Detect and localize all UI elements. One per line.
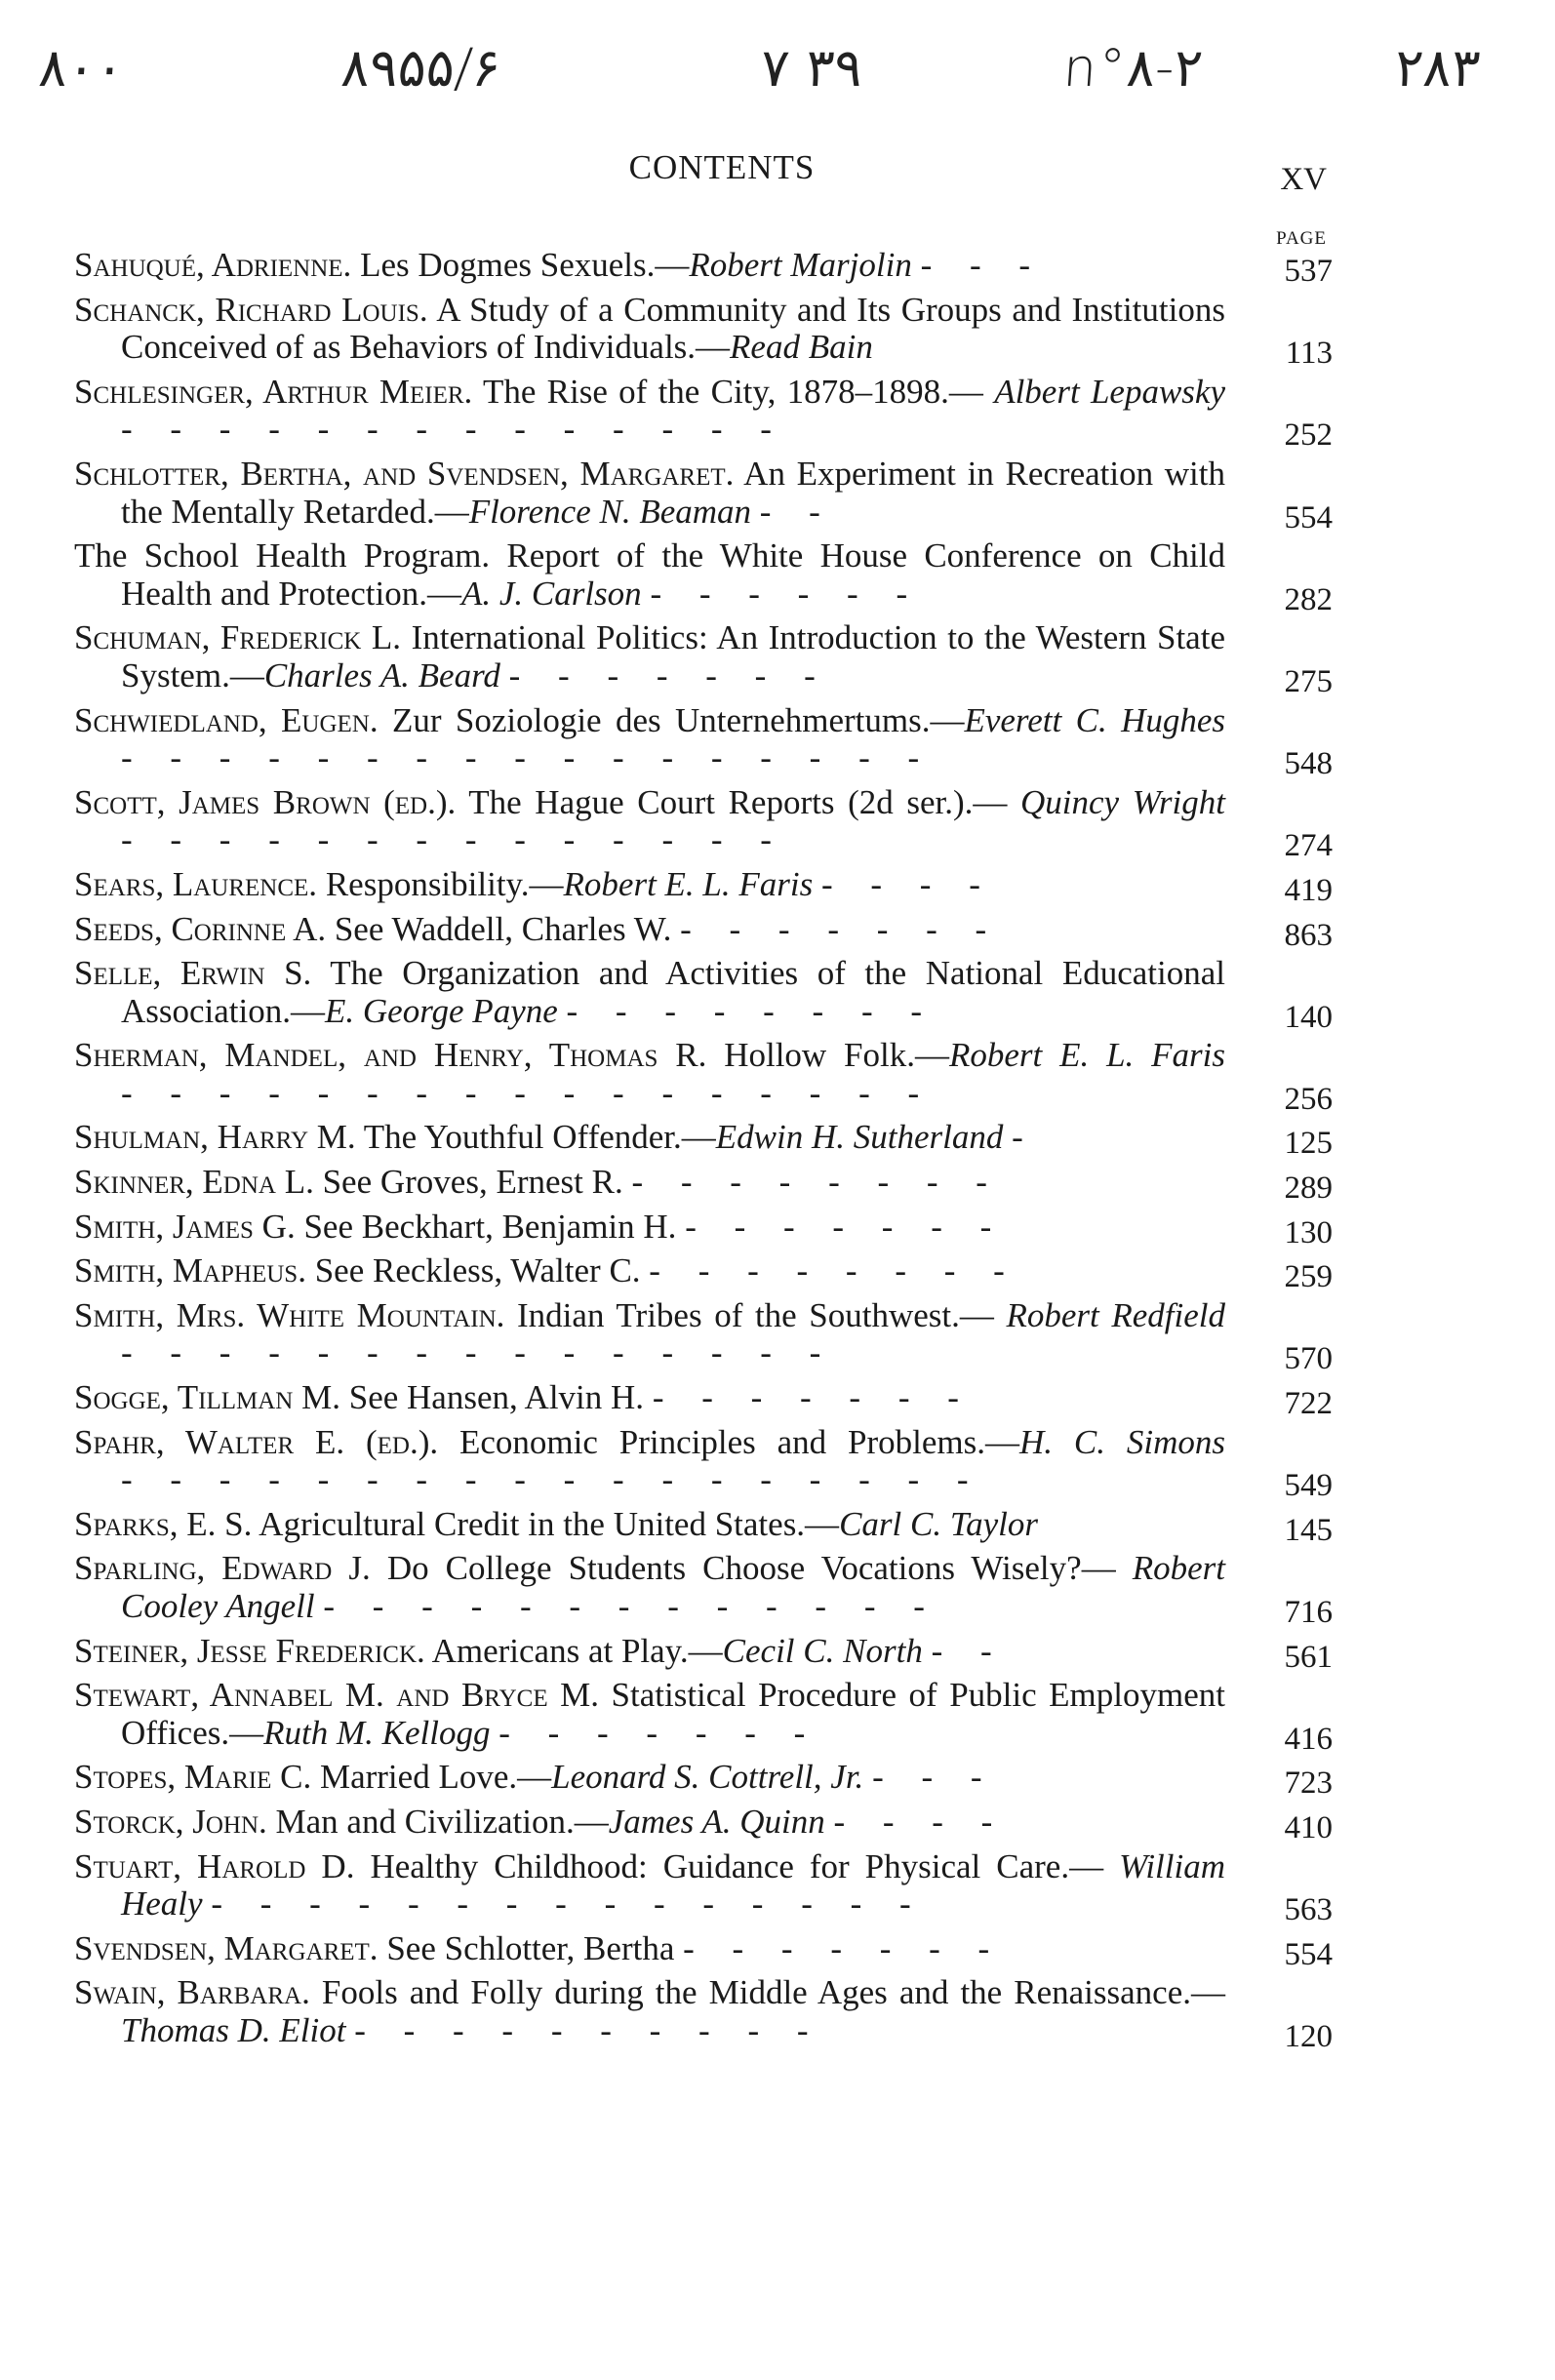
entry-text [74,537,1225,613]
entry-reviewer: Leonard S. Cottrell, Jr. [551,1758,864,1797]
entry-text [74,1037,1225,1112]
entry-author: Steiner, Jesse Frederick. [74,1631,425,1670]
entry-text [74,1974,1225,2049]
entry-title: See Reckless, Walter C. [305,1251,641,1290]
entry-reviewer: Cecil C. North [722,1631,923,1670]
entry-reviewer: Robert E. L. Faris [563,864,814,903]
contents-entry [74,1973,1333,2054]
entry-author: Selle, Erwin S. [74,954,312,993]
entry-page-number: 561 [1284,1639,1333,1675]
entry-page-number: 554 [1284,1936,1333,1972]
entry-reviewer: Albert Lepawsky [994,372,1225,411]
contents-entry [74,1549,1333,1630]
entry-reviewer: E. George Payne [325,991,558,1030]
entry-text [74,784,1225,859]
entry-page-number: 289 [1284,1170,1333,1207]
entry-leaders: - - - - - - - - - - - - - - - - - - [121,1460,983,1499]
entry-text [74,1759,1225,1797]
entry-leaders: - - - - [833,1802,1008,1841]
entry-leaders: - - - - - - - - - - - - - [323,1587,939,1625]
entry-leaders: - - - - - - - - - - - - - - [121,410,786,449]
entry-text [74,955,1225,1030]
entry-page-number: 722 [1284,1386,1333,1422]
entry-author: Sahuqué, Adrienne. [74,246,352,284]
entry-leaders: - - - [920,246,1046,284]
entry-title: Statistical Procedure of Public Employment Offices.— [121,1676,1225,1752]
entry-author: Storck, John. [74,1802,267,1841]
contents-entry [74,536,1333,617]
entry-title: Americans at Play.— [424,1631,723,1670]
entry-author: Skinner, Edna L. [74,1163,314,1202]
entry-page-number: 113 [1285,336,1333,372]
entry-text [74,1506,1225,1544]
entry-reviewer: Robert E. L. Faris [949,1036,1225,1075]
entry-title: Man and Civilization.— [266,1802,609,1841]
entry-leaders: - - - - - - - - - - - - - - - - - [121,1073,935,1112]
entry-reviewer: Charles A. Beard [263,655,500,694]
entry-page-number: 537 [1284,254,1333,289]
handnote-part: ۸۰۰ [36,37,127,99]
handnote-part: n°۸-۲ [1060,37,1205,99]
entry-page-number: 863 [1284,917,1333,953]
entry-text [74,1550,1225,1625]
entry-text [74,619,1225,694]
entry-author: Smith, James G. [74,1207,296,1246]
entry-page-number: 120 [1284,2018,1333,2054]
entry-reviewer: A. J. Carlson [460,574,642,613]
entry-text [74,911,1225,949]
entry-reviewer: Edwin H. Sutherland [715,1118,1004,1157]
entry-title: Do College Students Choose Vocations Wisely?— [370,1549,1133,1588]
contents-entry [74,618,1333,699]
entry-title: Economic Principles and Problems.— [438,1422,1020,1461]
entry-title: The Youthful Offender.— [355,1118,716,1157]
contents-entry [74,290,1333,372]
entry-title: See Beckhart, Benjamin H. [295,1207,677,1246]
entry-leaders: - - - - - - - - [566,991,937,1030]
entry-author: Sparks, E. S. [74,1504,253,1543]
entry-author: Smith, Mapheus. [74,1251,306,1290]
contents-entry [74,1846,1333,1928]
contents-entry [74,246,1333,289]
entry-reviewer: Florence N. Beaman [468,492,752,531]
entry-reviewer: Robert Marjolin [689,246,912,284]
entry-title: An Experiment in Recreation with the Mentally Retarded.— [121,454,1225,531]
entry-title: Agricultural Credit in the United States.— [252,1504,840,1543]
entry-author: Schlotter, Bertha, and Svendsen, Margaret. [74,454,735,493]
entry-leaders: - - - - - - - - - - - - - - - - - [121,738,935,777]
entry-author: Sparling, Edward J. [74,1549,371,1588]
entry-leaders: - - - - - - - [683,1928,1005,1967]
entry-reviewer: Read Bain [730,328,873,367]
entry-text [74,1297,1225,1372]
entry-title: Married Love.— [311,1758,552,1797]
entry-text [74,1677,1225,1752]
entry-page-number: 549 [1284,1468,1333,1504]
entry-leaders: - - - - - - - [508,655,830,694]
handwritten-annotation [20,20,1535,127]
contents-entry [74,1378,1333,1422]
handnote-part: ۸۹۵۵/۶ [339,37,503,99]
entry-page-number: 554 [1284,499,1333,536]
entry-title: See Groves, Ernest R. [313,1163,623,1202]
entry-text [74,1633,1225,1671]
entry-text [74,1848,1225,1924]
contents-entry [74,1036,1333,1117]
page-column-label: PAGE [1276,228,1327,249]
entry-reviewer: Quincy Wright [1020,782,1225,821]
entry-leaders: - - - - - - - [685,1207,1007,1246]
entry-author: Sherman, Mandel, and Henry, Thomas R. [74,1036,707,1075]
contents-entry [74,1802,1333,1845]
entry-page-number: 570 [1284,1341,1333,1377]
contents-entry [74,1422,1333,1504]
entry-title: The Rise of the City, 1878–1898.— [472,372,995,411]
entry-title: See Hansen, Alvin H. [339,1378,645,1417]
entry-page-number: 416 [1284,1721,1333,1757]
entry-page-number: 259 [1284,1259,1333,1295]
entry-page-number: 140 [1284,999,1333,1035]
entry-page-number: 125 [1284,1126,1333,1162]
entry-author: Sears, Laurence. [74,864,318,903]
entry-text [74,1379,1225,1417]
contents-entry [74,1631,1333,1675]
entry-reviewer: Robert Redfield [1006,1295,1225,1334]
contents-entry [74,1251,1333,1295]
entry-page-number: 256 [1284,1081,1333,1117]
entry-title: Les Dogmes Sexuels.— [351,246,690,284]
entry-title: A Study of a Community and Its Groups and Institutions Conceived of as Behaviors of Individuals.— [121,290,1225,367]
entry-author: Schanck, Richard Louis. [74,290,428,329]
entry-title: Indian Tribes of the Southwest.— [504,1295,1007,1334]
entry-page-number: 548 [1284,746,1333,782]
entry-reviewer: Robert Cooley Angell [121,1549,1226,1625]
entry-leaders: - - - - - - - - - - - - - - - [121,1333,836,1372]
entry-page-number: 282 [1284,581,1333,617]
entry-page-number: 145 [1284,1512,1333,1548]
entry-page-number: 130 [1284,1214,1333,1250]
entry-title: The Organization and Activities of the National Educational Association.— [121,954,1225,1030]
entry-text [74,1164,1225,1202]
contents-entry [74,1207,1333,1250]
entry-page-number: 419 [1284,872,1333,908]
entry-page-number: 563 [1284,1892,1333,1928]
entry-leaders: - - - - - - - - - - - - - - - [211,1884,926,1924]
entry-author: Shulman, Harry M. [74,1118,356,1157]
entry-author: Schwiedland, Eugen. [74,700,379,739]
folio-number: XV [1280,162,1327,197]
entry-page-number: 274 [1284,828,1333,864]
entry-text [74,456,1225,531]
entry-reviewer: H. C. Simons [1019,1422,1225,1461]
entry-title: International Politics: An Introduction to the Western State System.— [121,618,1225,694]
entry-author: Stewart, Annabel M. and Bryce M. [74,1676,599,1715]
entry-title: Zur Soziologie des Unternehmertums.— [378,700,965,739]
entry-reviewer: Thomas D. Eliot [121,2010,346,2049]
entry-text [74,292,1225,367]
entry-leaders: - - - - - - - - - - - - - - [121,820,786,859]
entry-leaders: - - [931,1631,1007,1670]
entry-title: Healthy Childhood: Guidance for Physical Care.— [354,1846,1120,1885]
entry-leaders: - - - - - - - - [649,1251,1019,1290]
contents-entry [74,782,1333,864]
entry-leaders: - - - - - - - [652,1378,974,1417]
entry-page-number: 723 [1284,1765,1333,1802]
handnote-part: ۷ ۳۹ [758,37,865,99]
entry-author: Schlesinger, Arthur Meier. [74,372,473,411]
contents-entry [74,454,1333,536]
entry-reviewer: Carl C. Taylor [839,1504,1038,1543]
entry-title: Fools and Folly during the Middle Ages and the Renaissance.— [309,1973,1225,2012]
running-head [0,148,1555,195]
entry-author: Seeds, Corinne A. [74,909,327,948]
entry-text [74,1804,1225,1842]
entry-leaders: - - - - - - - - - - [354,2010,823,2049]
entry-reviewer: William Healy [121,1846,1225,1924]
entry-title: The Hague Court Reports (2d ser.).— [456,782,1021,821]
entry-text [74,1209,1225,1247]
entry-text [74,1930,1225,1968]
entry-text [74,374,1225,449]
entry-author: Spahr, Walter E. (ed.). [74,1422,439,1461]
page-title: CONTENTS [628,148,816,186]
contents-entry [74,909,1333,953]
contents-entry [74,1504,1333,1548]
handnote-part: ۲۸۳ [1392,37,1483,99]
contents-entry [74,1163,1333,1207]
entry-title: Hollow Folk.— [706,1036,949,1075]
entry-leaders: - [1012,1118,1038,1157]
entry-reviewer: Everett C. Hughes [964,700,1226,739]
entry-author: Smith, Mrs. White Mountain. [74,1295,505,1334]
entry-author: Schuman, Frederick L. [74,618,402,657]
contents-entry [74,954,1333,1035]
entry-title: See Waddell, Charles W. [326,909,672,948]
entry-page-number: 252 [1284,417,1333,454]
entry-author: Sogge, Tillman M. [74,1378,340,1417]
entry-title: The School Health Program. Report of the White House Conference on Child Health and Protection.— [74,536,1225,613]
entry-text [74,1424,1225,1499]
entry-author: Scott, James Brown (ed.). [74,782,457,821]
entry-text [74,1252,1225,1290]
contents-entry [74,1676,1333,1757]
entry-reviewer: Ruth M. Kellogg [263,1713,491,1752]
entry-author: Svendsen, Margaret. [74,1928,379,1967]
entry-leaders: - - - [872,1758,997,1797]
contents-entry [74,700,1333,782]
contents-entry [74,864,1333,908]
contents-entry [74,1928,1333,1972]
entry-title: See Schlotter, Bertha [378,1928,675,1967]
contents-entry [74,372,1333,454]
entry-text [74,247,1225,285]
entry-author: Stopes, Marie C. [74,1758,312,1797]
contents-list [74,247,1333,2057]
entry-text [74,866,1225,904]
entry-page-number: 410 [1284,1809,1333,1845]
entry-author: Stuart, Harold D. [74,1846,355,1885]
entry-page-number: 716 [1284,1595,1333,1630]
entry-reviewer: James A. Quinn [608,1802,825,1841]
entry-leaders: - - - - - - - - [631,1163,1002,1202]
entry-text [74,702,1225,777]
entry-leaders: - - [759,492,835,531]
entry-leaders: - - - - - - - [498,1713,820,1752]
contents-entry [74,1758,1333,1802]
entry-leaders: - - - - [820,864,995,903]
entry-author: Swain, Barbara. [74,1973,310,2012]
contents-entry [74,1118,1333,1162]
entry-page-number: 275 [1284,663,1333,699]
entry-title: Responsibility.— [317,864,564,903]
contents-entry [74,1295,1333,1377]
entry-leaders: - - - - - - [650,574,923,613]
entry-text [74,1119,1225,1157]
entry-leaders: - - - - - - - [680,909,1002,948]
